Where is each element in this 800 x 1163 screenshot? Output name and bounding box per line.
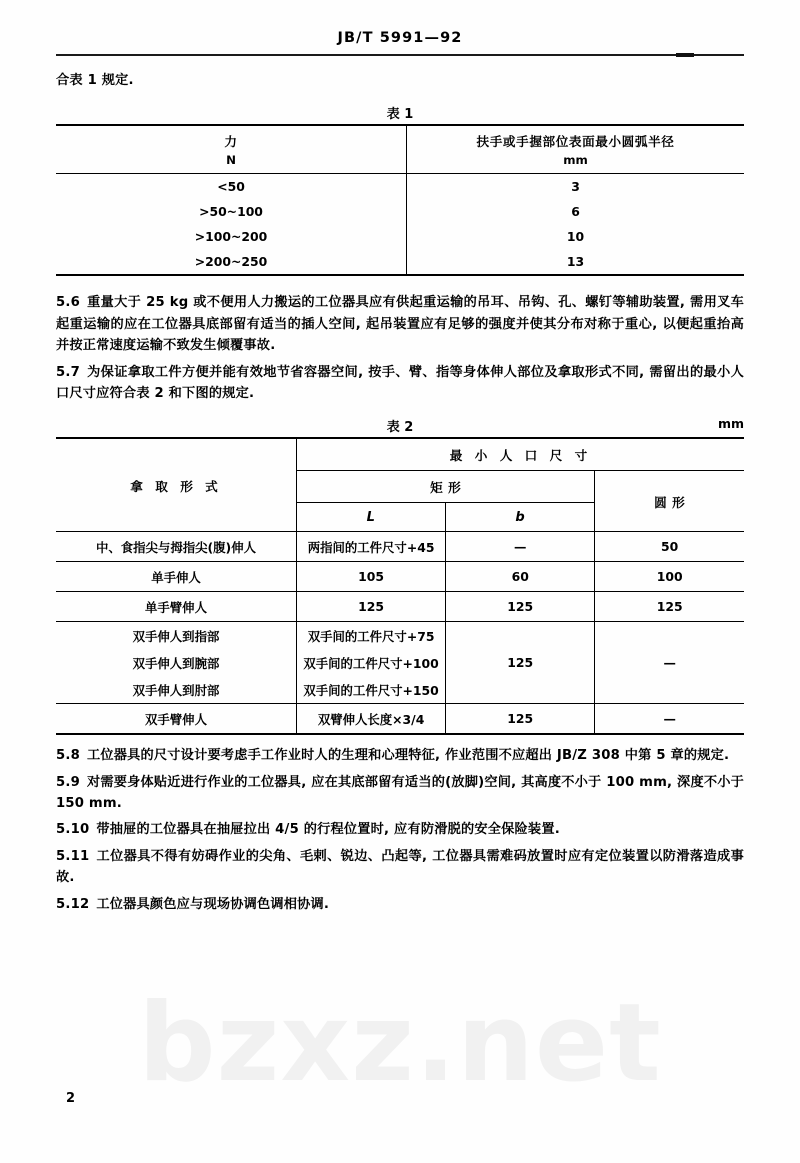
cell-force: <50 (56, 174, 407, 200)
cell-radius: 3 (407, 174, 745, 200)
table2-col-rect (297, 471, 595, 503)
clause-number: 5.9 (56, 774, 80, 790)
cell-L: 双手间的工件尺寸+150 (297, 676, 446, 704)
table-row (56, 704, 744, 735)
table2-col-group (297, 438, 745, 471)
cell-b: 125 (446, 592, 595, 622)
clause-5-11 (56, 846, 744, 889)
clauses-middle (56, 292, 744, 404)
table-row (56, 224, 744, 249)
cell-d: 125 (595, 592, 744, 622)
clause-number: 5.11 (56, 848, 90, 864)
cell-L: 105 (297, 562, 446, 592)
cell-force: >50~100 (56, 199, 407, 224)
cell-b: — (446, 532, 595, 562)
clauses-end (56, 745, 744, 915)
table-row (56, 249, 744, 275)
clause-text: 带抽屉的工位器具在抽屉拉出 4/5 的行程位置时, 应有防滑脱的安全保险装置. (96, 822, 560, 838)
table1-col-radius (407, 125, 745, 174)
running-header (56, 0, 744, 56)
table-row (56, 174, 744, 200)
table2-col-form (56, 438, 297, 532)
table1-col-force-unit: N (226, 153, 236, 168)
cell-b: 125 (446, 704, 595, 735)
table2-col-circle (595, 471, 744, 532)
cell-d: 50 (595, 532, 744, 562)
table2-col-circle-label: 圆 形 (654, 494, 686, 510)
watermark-text: bzxz.net (138, 981, 662, 1106)
table-row (56, 622, 744, 650)
clause-text: 工位器具不得有妨碍作业的尖角、毛剌、锐边、凸起等, 工位器具需难码放置时应有定位装置以防滑落造成事故. (56, 848, 744, 886)
clause-number: 5.8 (56, 748, 80, 764)
clause-number: 5.12 (56, 896, 90, 912)
cell-L: 两指间的工件尺寸+45 (297, 532, 446, 562)
cell-L: 双臂伸人长度×3/4 (297, 704, 446, 735)
cell-form: 双手伸人到肘部 (56, 676, 297, 704)
cell-form: 单手伸人 (56, 562, 297, 592)
clause-number: 5.7 (56, 364, 80, 380)
table2-col-L (297, 503, 446, 532)
clause-text: 重量大于 25 kg 或不便用人力搬运的工位器具应有供起重运输的吊耳、吊钩、孔、螺钉等辅助装置, 需用叉车起重运输的应在工位器具底部留有适当的插人空间, 起吊装置应有足够的强度并使其分布对称于重心, 以便起重抬高并按正常速度运输不致发生倾覆事故. (56, 295, 744, 354)
table1-caption-label: 表 1 (386, 107, 414, 123)
clause-text: 工位器具的尺寸设计要考虑手工作业时人的生理和心理特征, 作业范围不应超出 JB/Z 308 中第 5 章的规定. (86, 748, 730, 764)
cell-form: 中、食指尖与拇指尖(腹)伸人 (56, 532, 297, 562)
cell-L: 双手间的工件尺寸+75 (297, 622, 446, 650)
cell-form: 双手伸人到指部 (56, 622, 297, 650)
table-row (56, 199, 744, 224)
page-number: 2 (66, 1091, 76, 1106)
table1-body (56, 174, 744, 276)
table1-col-force (56, 125, 407, 174)
table1-head (56, 125, 744, 174)
table-row (56, 562, 744, 592)
lead-paragraph: 合表 1 规定. (56, 73, 134, 88)
clause-5-7 (56, 362, 744, 405)
cell-radius: 13 (407, 249, 745, 275)
clause-5-9 (56, 772, 744, 815)
clause-5-12 (56, 894, 744, 915)
cell-d-merged: — (595, 622, 744, 704)
clause-text: 工位器具颜色应与现场协调色调相协调. (96, 896, 330, 912)
clause-5-6 (56, 292, 744, 356)
table2-col-group-label: 最 小 人 口 尺 寸 (449, 448, 592, 464)
cell-force: >100~200 (56, 224, 407, 249)
clause-5-10 (56, 819, 744, 840)
table2-col-b (446, 503, 595, 532)
table2-col-b-label: b (515, 510, 526, 526)
table1-col-force-title: 力 (224, 134, 238, 150)
table-1 (56, 124, 744, 276)
cell-b: 60 (446, 562, 595, 592)
cell-b-merged: 125 (446, 622, 595, 704)
table1-col-radius-unit: mm (563, 153, 588, 168)
clause-number: 5.6 (56, 295, 80, 311)
cell-form: 双手臂伸人 (56, 704, 297, 735)
table1-header-row (56, 125, 744, 174)
clause-number: 5.10 (56, 822, 90, 838)
header-divider (56, 54, 744, 56)
cell-force: >200~250 (56, 249, 407, 275)
table-2 (56, 437, 744, 735)
table-row (56, 592, 744, 622)
table1-col-radius-title: 扶手或手握部位表面最小圆弧半径 (476, 134, 675, 150)
cell-form: 单手臂伸人 (56, 592, 297, 622)
cell-d: — (595, 704, 744, 735)
table-row (56, 532, 744, 562)
table2-caption-label: 表 2 (386, 420, 414, 436)
cell-form: 双手伸人到腕部 (56, 649, 297, 676)
table2-caption (56, 416, 744, 434)
clause-text: 为保证拿取工件方便并能有效地节省容器空间, 按手、臂、指等身体伸人部位及拿取形式不同, 需留出的最小人口尺寸应符合表 2 和下图的规定. (56, 364, 744, 401)
table2-body (56, 532, 744, 735)
table2-col-form-label: 拿 取 形 式 (130, 478, 222, 494)
table1-caption (56, 103, 744, 121)
cell-L: 双手间的工件尺寸+100 (297, 649, 446, 676)
clause-text: 对需要身体贴近进行作业的工位器具, 应在其底部留有适当的(放脚)空间, 其高度不小于 100 mm, 深度不小于 150 mm. (56, 774, 744, 811)
table2-col-rect-label: 矩 形 (430, 480, 462, 496)
table2-header-row-1 (56, 438, 744, 471)
table2-unit-label: mm (717, 416, 744, 432)
clause-5-8 (56, 745, 744, 766)
table2-col-L-label: L (366, 510, 376, 526)
table2-head (56, 438, 744, 532)
cell-d: 100 (595, 562, 744, 592)
standard-number: JB/T 5991—92 (337, 30, 463, 46)
cell-L: 125 (297, 592, 446, 622)
cell-radius: 6 (407, 199, 745, 224)
cell-radius: 10 (407, 224, 745, 249)
